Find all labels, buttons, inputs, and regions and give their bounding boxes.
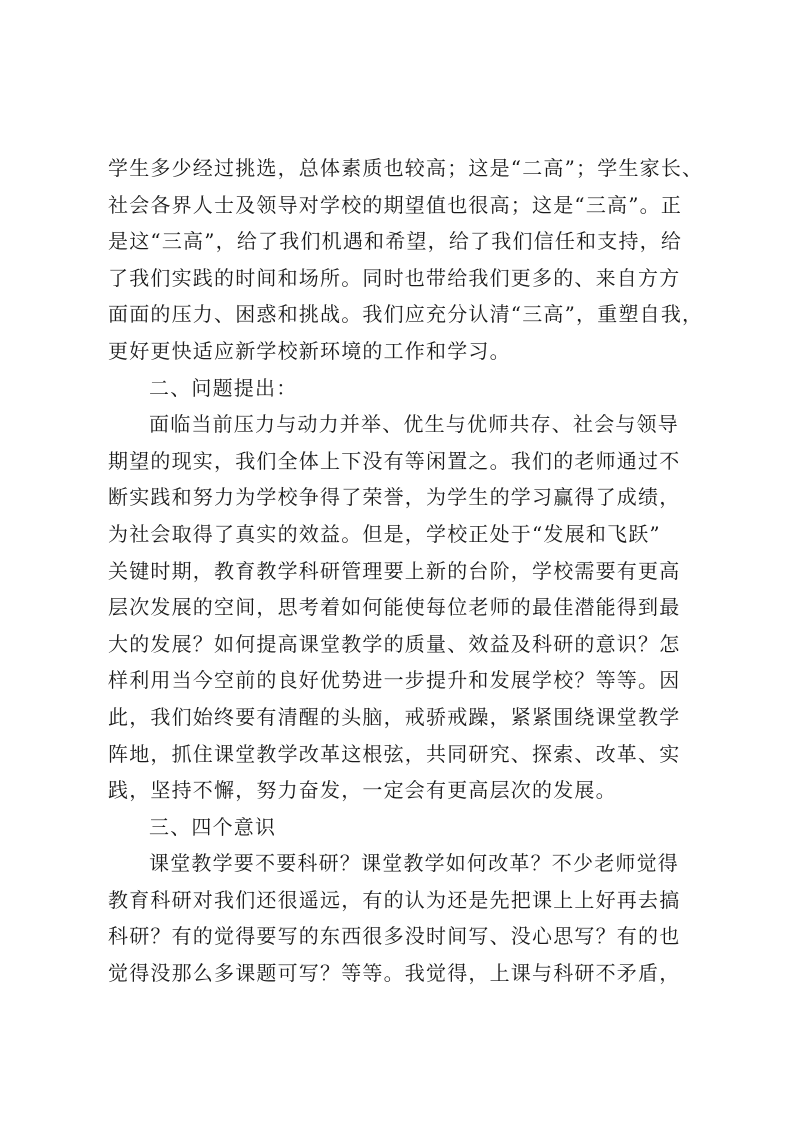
section-heading-problem: 二、问题提出： xyxy=(149,375,298,400)
paragraph-line: 是这“三高”，给了我们机遇和希望，给了我们信任和支持，给 xyxy=(108,229,683,254)
paragraph-line: 为社会取得了真实的效益。但是，学校正处于“发展和飞跃” xyxy=(108,521,661,546)
paragraph-line: 科研？有的觉得要写的东西很多没时间写、没心思写？有的也 xyxy=(108,924,681,949)
paragraph-line: 大的发展？如何提高课堂教学的质量、效益及科研的意识？怎 xyxy=(108,631,681,656)
paragraph-line: 社会各界人士及领导对学校的期望值也很高；这是“三高”。正 xyxy=(108,192,683,217)
paragraph-line: 面临当前压力与动力并举、优生与优师共存、社会与领导 xyxy=(149,412,679,437)
paragraph-line: 觉得没那么多课题可写？等等。我觉得，上课与科研不矛盾， xyxy=(108,961,681,986)
paragraph-line: 更好更快适应新学校新环境的工作和学习。 xyxy=(108,338,511,363)
document-page xyxy=(108,150,704,992)
paragraph-line: 断实践和努力为学校争得了荣誉，为学生的学习赢得了成绩， xyxy=(108,485,681,510)
paragraph-line: 关键时期，教育教学科研管理要上新的台阶，学校需要有更高 xyxy=(108,558,681,583)
paragraph-line: 了我们实践的时间和场所。同时也带给我们更多的、来自方方 xyxy=(108,265,681,290)
paragraph-line: 阵地，抓住课堂教学改革这根弦，共同研究、探索、改革、实 xyxy=(108,741,681,766)
paragraph-line: 教育科研对我们还很遥远，有的认为还是先把课上上好再去搞 xyxy=(108,887,681,912)
paragraph-line: 践，坚持不懈，努力奋发，一定会有更高层次的发展。 xyxy=(108,778,617,803)
paragraph-line: 此，我们始终要有清醒的头脑，戒骄戒躁，紧紧围绕课堂教学 xyxy=(108,704,681,729)
paragraph-line: 期望的现实，我们全体上下没有等闲置之。我们的老师通过不 xyxy=(108,448,681,473)
paragraph-line: 层次发展的空间，思考着如何能使每位老师的最佳潜能得到最 xyxy=(108,595,681,620)
paragraph-line: 课堂教学要不要科研？课堂教学如何改革？不少老师觉得 xyxy=(149,851,679,876)
section-heading-awareness: 三、四个意识 xyxy=(149,814,277,839)
paragraph-line: 学生多少经过挑选，总体素质也较高；这是“二高”；学生家长、 xyxy=(108,156,704,180)
paragraph-line: 样利用当今空前的良好优势进一步提升和发展学校？等等。因 xyxy=(108,668,681,693)
paragraph-line: 面面的压力、困惑和挑战。我们应充分认清“三高”，重塑自我， xyxy=(108,302,704,327)
